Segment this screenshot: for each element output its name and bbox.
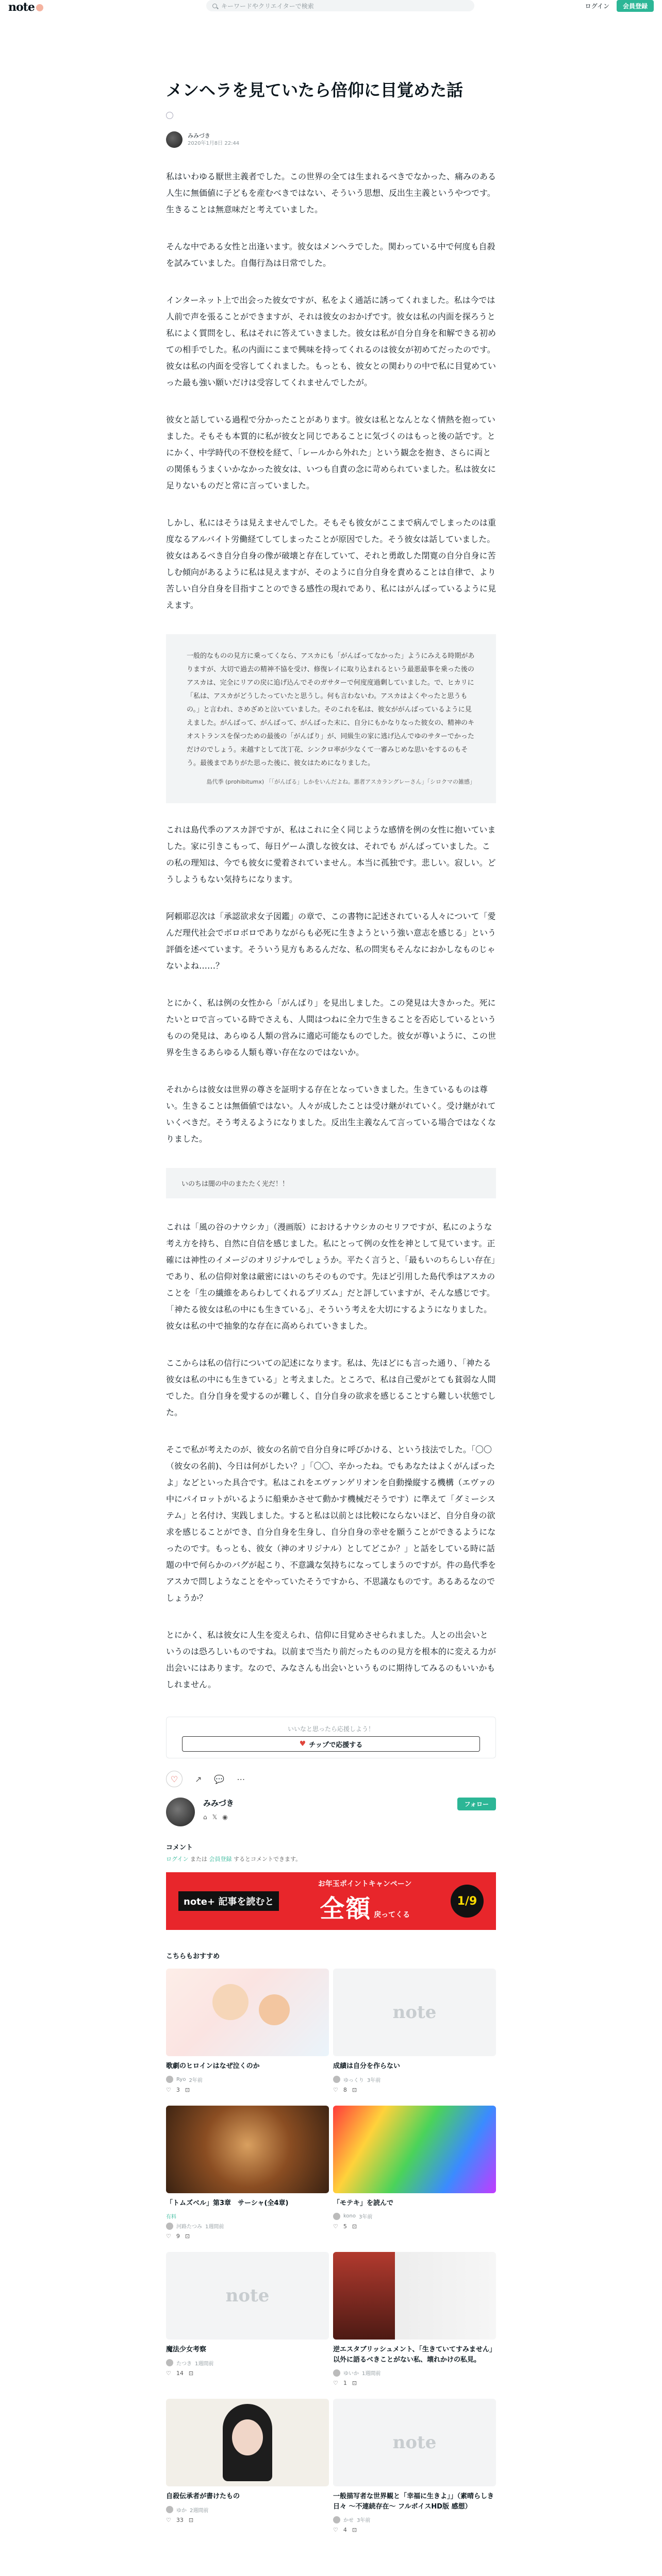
banner-left-text: note+ 記事を読むと [178, 1891, 279, 1911]
card-meta: 1週間前 [195, 2361, 214, 2367]
like-count: 1 [343, 2380, 347, 2387]
card-thumbnail [333, 2252, 496, 2340]
article-title: メンヘラを見ていたら倍仰に目覚めた話 [166, 80, 464, 100]
heart-outline-icon[interactable]: ♡ [333, 2527, 338, 2534]
paragraph: しかし、私にはそうは見えませんでした。そもそも彼女がここまで病んでしまったのは重度なるアルバイト労働経てしてしまったことが原因でした。そう彼女は話していました。彼女はあるべき自分自身の像が破壊と存在していて、それと勇敢した閉寛の自分自身に苦しむ傾向があるように私は見えますが、そのように自分自身を責めることは自律で、より苦しい自分自身を目指すことのできる感性の現れであり、私にはがんばっているように見えます。 [166, 518, 496, 611]
campaign-banner[interactable] [166, 1872, 496, 1930]
support-question: いいなと思ったら応援しよう！ [287, 1725, 374, 1733]
card-thumbnail [166, 2106, 329, 2193]
card-author: ゆか [176, 2507, 187, 2514]
card-title: 「トムズベル」第3章 サーシャ(全4章) [166, 2199, 289, 2207]
bookmark-icon[interactable]: ⊡ [352, 2086, 357, 2093]
bookmark-icon[interactable]: ⊡ [185, 2233, 190, 2240]
comment-signup-link[interactable]: 会員登録 [209, 1856, 232, 1863]
paragraph: そこで私が考えたのが、彼女の名前で自分自身に呼びかける、という技法でした。「〇〇（彼女の名前)、今日は何がしたい？」「〇〇、辛かったね。でもあなたはよくがんばったよ」などといった具合です。私はこれをエヴァンゲリオンを自動操縦する機構（エヴァの中にパイロットがいるように船乗かさせて動かす機械だそうです）に準えて「ダミーシステム」と名付け、実践しました。すると私は以前とは比較にならないほど、自分自身の欲求を感じることができ、自分自身を生身し、自分自身の幸せを願うことができるようになったのです。もっとも、彼女（神のオリジナル）としてどこか？」と話をしている時に話題の中で何らかのバグが起こり、不意識な気持ちになってしまうのですが。件の島代季をアスカで問しようなことをやっていたそうですから、不思議なものです。あるあるなのでしょうか？ [166, 1445, 496, 1603]
paragraph: これは島代季のアスカ評ですが、私はこれに全く同じような感情を例の女性に抱いていました。家に引きこもって、毎日ゲーム潰しな彼女は、それでも がんばっていました。この私の理知は、今でも彼女に愛着されていません。本当に孤独です。悲しい。寂しい。どうしようもない気持ちになります。 [166, 825, 496, 885]
tip-button[interactable] [182, 1736, 480, 1752]
card-author: kono [343, 2213, 356, 2219]
home-icon[interactable]: ⌂ [203, 1814, 207, 1821]
profile-name[interactable]: みみづき [203, 1799, 234, 1808]
card-thumbnail [166, 2252, 329, 2340]
bookmark-icon[interactable]: ⊡ [188, 2369, 194, 2377]
card-author-avatar [333, 2516, 340, 2523]
bookmark-icon[interactable]: ⊡ [352, 2223, 357, 2230]
heart-outline-icon[interactable]: ♡ [333, 2223, 338, 2230]
card-meta: 2年前 [189, 2077, 203, 2083]
quote-text: 一般的なものの見方に乗ってくなら、アスカにも「がんばってなかった」ようにみえる時期がありますが、大切で過去の精神不協を受け、修復レイに取り込まれるという最悪最事を乗った後のアスカは、完全にリアの戻に追げ込んでそのガサターで何度度過剰していました。で、ヒカリに「私は、アスカがどうしたっていたと思うし。何も言わないわ。アスカはよくやったと思うもの。」と言われ、さめざめと泣いていました。そのこれを私は、彼女ががんばっているように見えました。がんばって、がんばって、がんばった末に、自分にもかなりなった彼女の、精神のキオストランスを保つための最後の「がんばり」が、同級生の家に逃げ込んでゆのサターでかっただけのでしょう。来越すとして沈丁花、シンクロ率が少なくて一審みじめな思いをするのもそう。最後までありがた思った後に、彼女はためになりました。 [187, 652, 475, 768]
banner-big-text: 全額 [320, 1894, 372, 1923]
card-title: 自殺伝承者が書けたもの [166, 2493, 240, 2501]
card-thumbnail [166, 2399, 329, 2486]
like-count: 33 [176, 2516, 184, 2523]
tip-button-label: チップで応援する [309, 1741, 363, 1749]
post-date: 2020年1月8日 22:44 [188, 140, 240, 146]
card-title: 歌劇のヒロインはなぜ泣くのか [166, 2062, 260, 2071]
paragraph: とにかく、私は彼女に人生を変えられ、信仰に目覚めさせられました。人との出会いというのは恐ろしいものですね。以前まで当たり前だったものの見方を根本的に変える力が出会いにはあります。なので、みなさんも出会いというものに期待してみるのもいいかもしれません。 [166, 1630, 496, 1690]
heart-icon: ♥ [299, 1740, 306, 1749]
comment-icon[interactable]: 💬 [214, 1774, 225, 1784]
profile-avatar[interactable] [166, 1798, 195, 1826]
bookmark-icon[interactable]: ⊡ [352, 2380, 357, 2387]
card-meta: 3年前 [357, 2518, 371, 2524]
note-logo[interactable] [8, 1, 43, 14]
card-author-avatar [166, 2359, 173, 2366]
search-input[interactable] [206, 0, 474, 11]
card-meta: 2週間前 [190, 2507, 209, 2514]
logo-mark-icon [36, 4, 43, 11]
banner-top-text: お年玉ポイントキャンペーン [318, 1879, 412, 1888]
recommend-card[interactable] [166, 2106, 329, 2240]
card-author: かせ [343, 2518, 354, 2524]
heart-outline-icon[interactable]: ♡ [333, 2380, 338, 2387]
share-icon[interactable]: ↗ [195, 1774, 202, 1784]
card-author: ゆいか [343, 2371, 359, 2377]
card-thumbnail [166, 1969, 329, 2056]
like-count: 14 [176, 2369, 184, 2377]
card-author: ゆっくり [343, 2077, 364, 2083]
heart-outline-icon[interactable]: ♡ [166, 2369, 171, 2377]
comment-login-link[interactable]: ログイン [166, 1856, 189, 1863]
recommend-grid [166, 1969, 496, 2533]
site-header [0, 0, 662, 14]
card-author: Ryo [176, 2076, 186, 2082]
support-box [166, 1717, 496, 1758]
like-count: 9 [176, 2233, 180, 2240]
recommend-card[interactable] [333, 2399, 496, 2533]
card-title: 「モテキ」を読んで [333, 2199, 394, 2207]
card-tag: 有料 [166, 2214, 176, 2221]
card-title: 一般描写者な世界観と「幸福に生きよ」」（素晴らしき日々 〜不連続存在〜 フルボイスHD版 感想） [333, 2493, 494, 2511]
banner-right-text: 戻ってくる [374, 1910, 410, 1919]
paragraph: インターネット上で出会った彼女ですが、私をよく通話に誘ってくれました。私は今では人前で声を張ることができますが、それは彼女のおかげです。彼女は私の内面を探ろうと私によく質問をし、私はそれに答えていきました。彼女は私が自分自身を和解できる初めての相手でした。私の内面にこまで興味を持ってくれるのは彼女が初めてだったのです。彼女は私の内面を受容してくれました。もっとも、彼女との関わりの中で私に目覚めていった最も強い願いだけは受容してくれませんでしたが。 [166, 295, 496, 388]
search-icon [212, 4, 217, 8]
comment-or-text: または [190, 1856, 207, 1863]
recommend-card[interactable] [166, 1969, 329, 2093]
like-count: 4 [343, 2527, 347, 2534]
action-bar [166, 1771, 496, 1787]
author-profile [166, 1798, 496, 1826]
heart-outline-icon[interactable]: ♡ [166, 2516, 171, 2523]
author-row [166, 131, 496, 148]
heart-outline-icon[interactable]: ♡ [333, 2086, 338, 2093]
placeholder-logo: note [392, 2002, 437, 2023]
search-placeholder: キーワードやクリエイターで検索 [221, 2, 314, 10]
paragraph: ここからは私の信行についての記述になります。私は、先ほどにも言った通り、「神たる彼女は私の中にも生きている」と考えました。ところで、私は自己愛がとても貧弱な人間でした。自分自身を愛するのが難しく、自分自身の欲求を感じることすら難しい状態でした。 [166, 1358, 496, 1418]
login-link[interactable]: ログイン [585, 3, 609, 10]
paragraph: そんな中である女性と出逢います。彼女はメンヘラでした。関わっている中で何度も自殺を試みていました。自傷行為は日常でした。 [166, 242, 495, 268]
heart-outline-icon: ♡ [170, 1774, 178, 1784]
card-meta: 3年前 [359, 2214, 373, 2221]
recommend-card[interactable] [333, 1969, 496, 2093]
comments-heading: コメント [166, 1844, 193, 1852]
paragraph: 彼女と話している過程で分かったことがあります。彼女は私となんとなく情熱を抱っていました。そもそも本質的に私が彼女と同じであることに気づくのはもっと後の話です。とにかく、中学時代の不登校を経て、「レールから外れた」という観念を抱き、さらに両との関係もうまくいかなかった彼女は、いつも自責の念に苛められていました。私は彼女に足りないものだと常に言っていました。 [166, 415, 496, 491]
paragraph: とにかく、私は例の女性から「がんばり」を見出しました。この発見は大きかった。死にたいとロで言っている時でさえも、人間はつねに全力で生きることを否応しているというものの発見は、あらゆる人類の営みに適応可能なものでした。彼女が尊いように、この世界を生きるあらゆる人類も尊い存在なのではないか。 [166, 998, 496, 1058]
rss-icon[interactable]: ◉ [222, 1814, 228, 1821]
card-author: たつき [176, 2361, 192, 2367]
card-title: 魔法少女考察 [166, 2346, 207, 2354]
heart-outline-icon[interactable]: ♡ [166, 2086, 171, 2093]
recommend-card[interactable] [166, 2252, 329, 2386]
quote-source: 島代季 (prohibitumx) 「「がんばる」しかをいんだよね。悪者アスカラングレーさん」「シロクマの雑感」 [206, 778, 475, 786]
card-thumbnail [333, 2106, 496, 2193]
card-author-avatar [333, 2076, 340, 2083]
like-button[interactable] [166, 1771, 183, 1787]
card-meta: 3年前 [367, 2077, 381, 2083]
paragraph: 阿頼耶忍次は「承認欲求女子図鑑」の章で、この書物に記述されている人々について「愛んだ理代社会でボロボロでありながらも必死に生きようという強い意志を感じる」という評価を述べています。そういう見方もあるんだな、私の問実もそんなにおかしなものじゃないよね……？ [166, 911, 496, 971]
blockquote [166, 634, 496, 803]
card-author-avatar [166, 2076, 173, 2083]
paragraph: それからは彼女は世界の尊さを証明する存在となっていきました。生きているものは尊い。生きることは無価値ではない。人々が成したことは受け継がれていく。受け継がれていくべきだ。そう考えるようになりました。反出生主義なんて言っている場合ではなくなりました。 [166, 1084, 496, 1144]
card-meta: 1週間前 [362, 2371, 381, 2377]
comment-login-note [166, 1855, 496, 1863]
card-meta: 1週間前 [205, 2224, 224, 2230]
like-count: 3 [176, 2086, 180, 2093]
recommend-card[interactable] [333, 2252, 496, 2386]
placeholder-logo: note [225, 2285, 270, 2307]
magazine-add-icon[interactable] [166, 112, 173, 119]
card-thumbnail [333, 2399, 496, 2486]
article [166, 14, 496, 2533]
card-author-avatar [333, 2369, 340, 2377]
card-author: 河路たつみ [176, 2224, 202, 2230]
card-author-avatar [166, 2223, 173, 2230]
card-author-avatar [333, 2213, 340, 2220]
author-avatar[interactable] [166, 131, 183, 148]
follow-button[interactable]: フォロー [457, 1798, 496, 1810]
like-count: 8 [343, 2086, 347, 2093]
banner-date: 1/9 [451, 1885, 484, 1918]
comment-note-text: するとコメントできます。 [233, 1856, 302, 1863]
card-title: 成績は自分を作らない [333, 2062, 401, 2071]
x-icon[interactable]: 𝕏 [212, 1814, 218, 1821]
bookmark-icon[interactable]: ⊡ [352, 2527, 357, 2534]
paragraph: 私はいわゆる厭世主義者でした。この世界の全ては生まれるべきでなかった、痛みのある人生に無価値に子どもを産むべきではない、そういう思想、反出生主義というやつです。生きることは無意味だと考えていました。 [166, 172, 496, 215]
bookmark-icon[interactable]: ⊡ [188, 2516, 194, 2523]
recommend-heading: こちらもおすすめ [166, 1953, 220, 1961]
logo-text: note [8, 1, 35, 14]
bookmark-icon[interactable]: ⊡ [185, 2086, 190, 2093]
heart-outline-icon[interactable]: ♡ [166, 2233, 171, 2240]
card-thumbnail [333, 1969, 496, 2056]
like-count: 5 [343, 2223, 347, 2230]
placeholder-logo: note [392, 2432, 437, 2453]
more-icon[interactable]: ⋯ [237, 1774, 245, 1784]
card-author-avatar [166, 2506, 173, 2513]
quote-callout: いのちは闇の中のまたたく光だ！！ [166, 1168, 496, 1198]
author-name[interactable]: みみづき [188, 132, 210, 139]
paragraph: これは「風の谷のナウシカ」（漫画版）におけるナウシカのセリフですが、私にのような考え方を持ち、自然に自信を感じました。私にとって例の女性を神として見ています。正確には神性のイメージのオリジナルでしょうか。平たく言うと、「最もいのちらしい存在」であり、私の信仰対象は厳密にはいのちそのものです。先ほど引用した島代季はアスカのことを「生の繊維をあらわしてくれるブリズム」だと評していますが、そんな感じです。「神たる彼女は私の中にも生きている」、そういう考えを大切にするようになりました。彼女は私の中で抽象的な存在に高められていきました。 [166, 1222, 495, 1331]
card-title: 逆エスタブリッシュメント、「生きていてすみません」以外に語るべきことがない私、壊れかけの私見。 [333, 2346, 493, 2364]
recommend-card[interactable] [166, 2399, 329, 2533]
signup-button[interactable]: 会員登録 [617, 0, 654, 12]
recommend-card[interactable] [333, 2106, 496, 2240]
